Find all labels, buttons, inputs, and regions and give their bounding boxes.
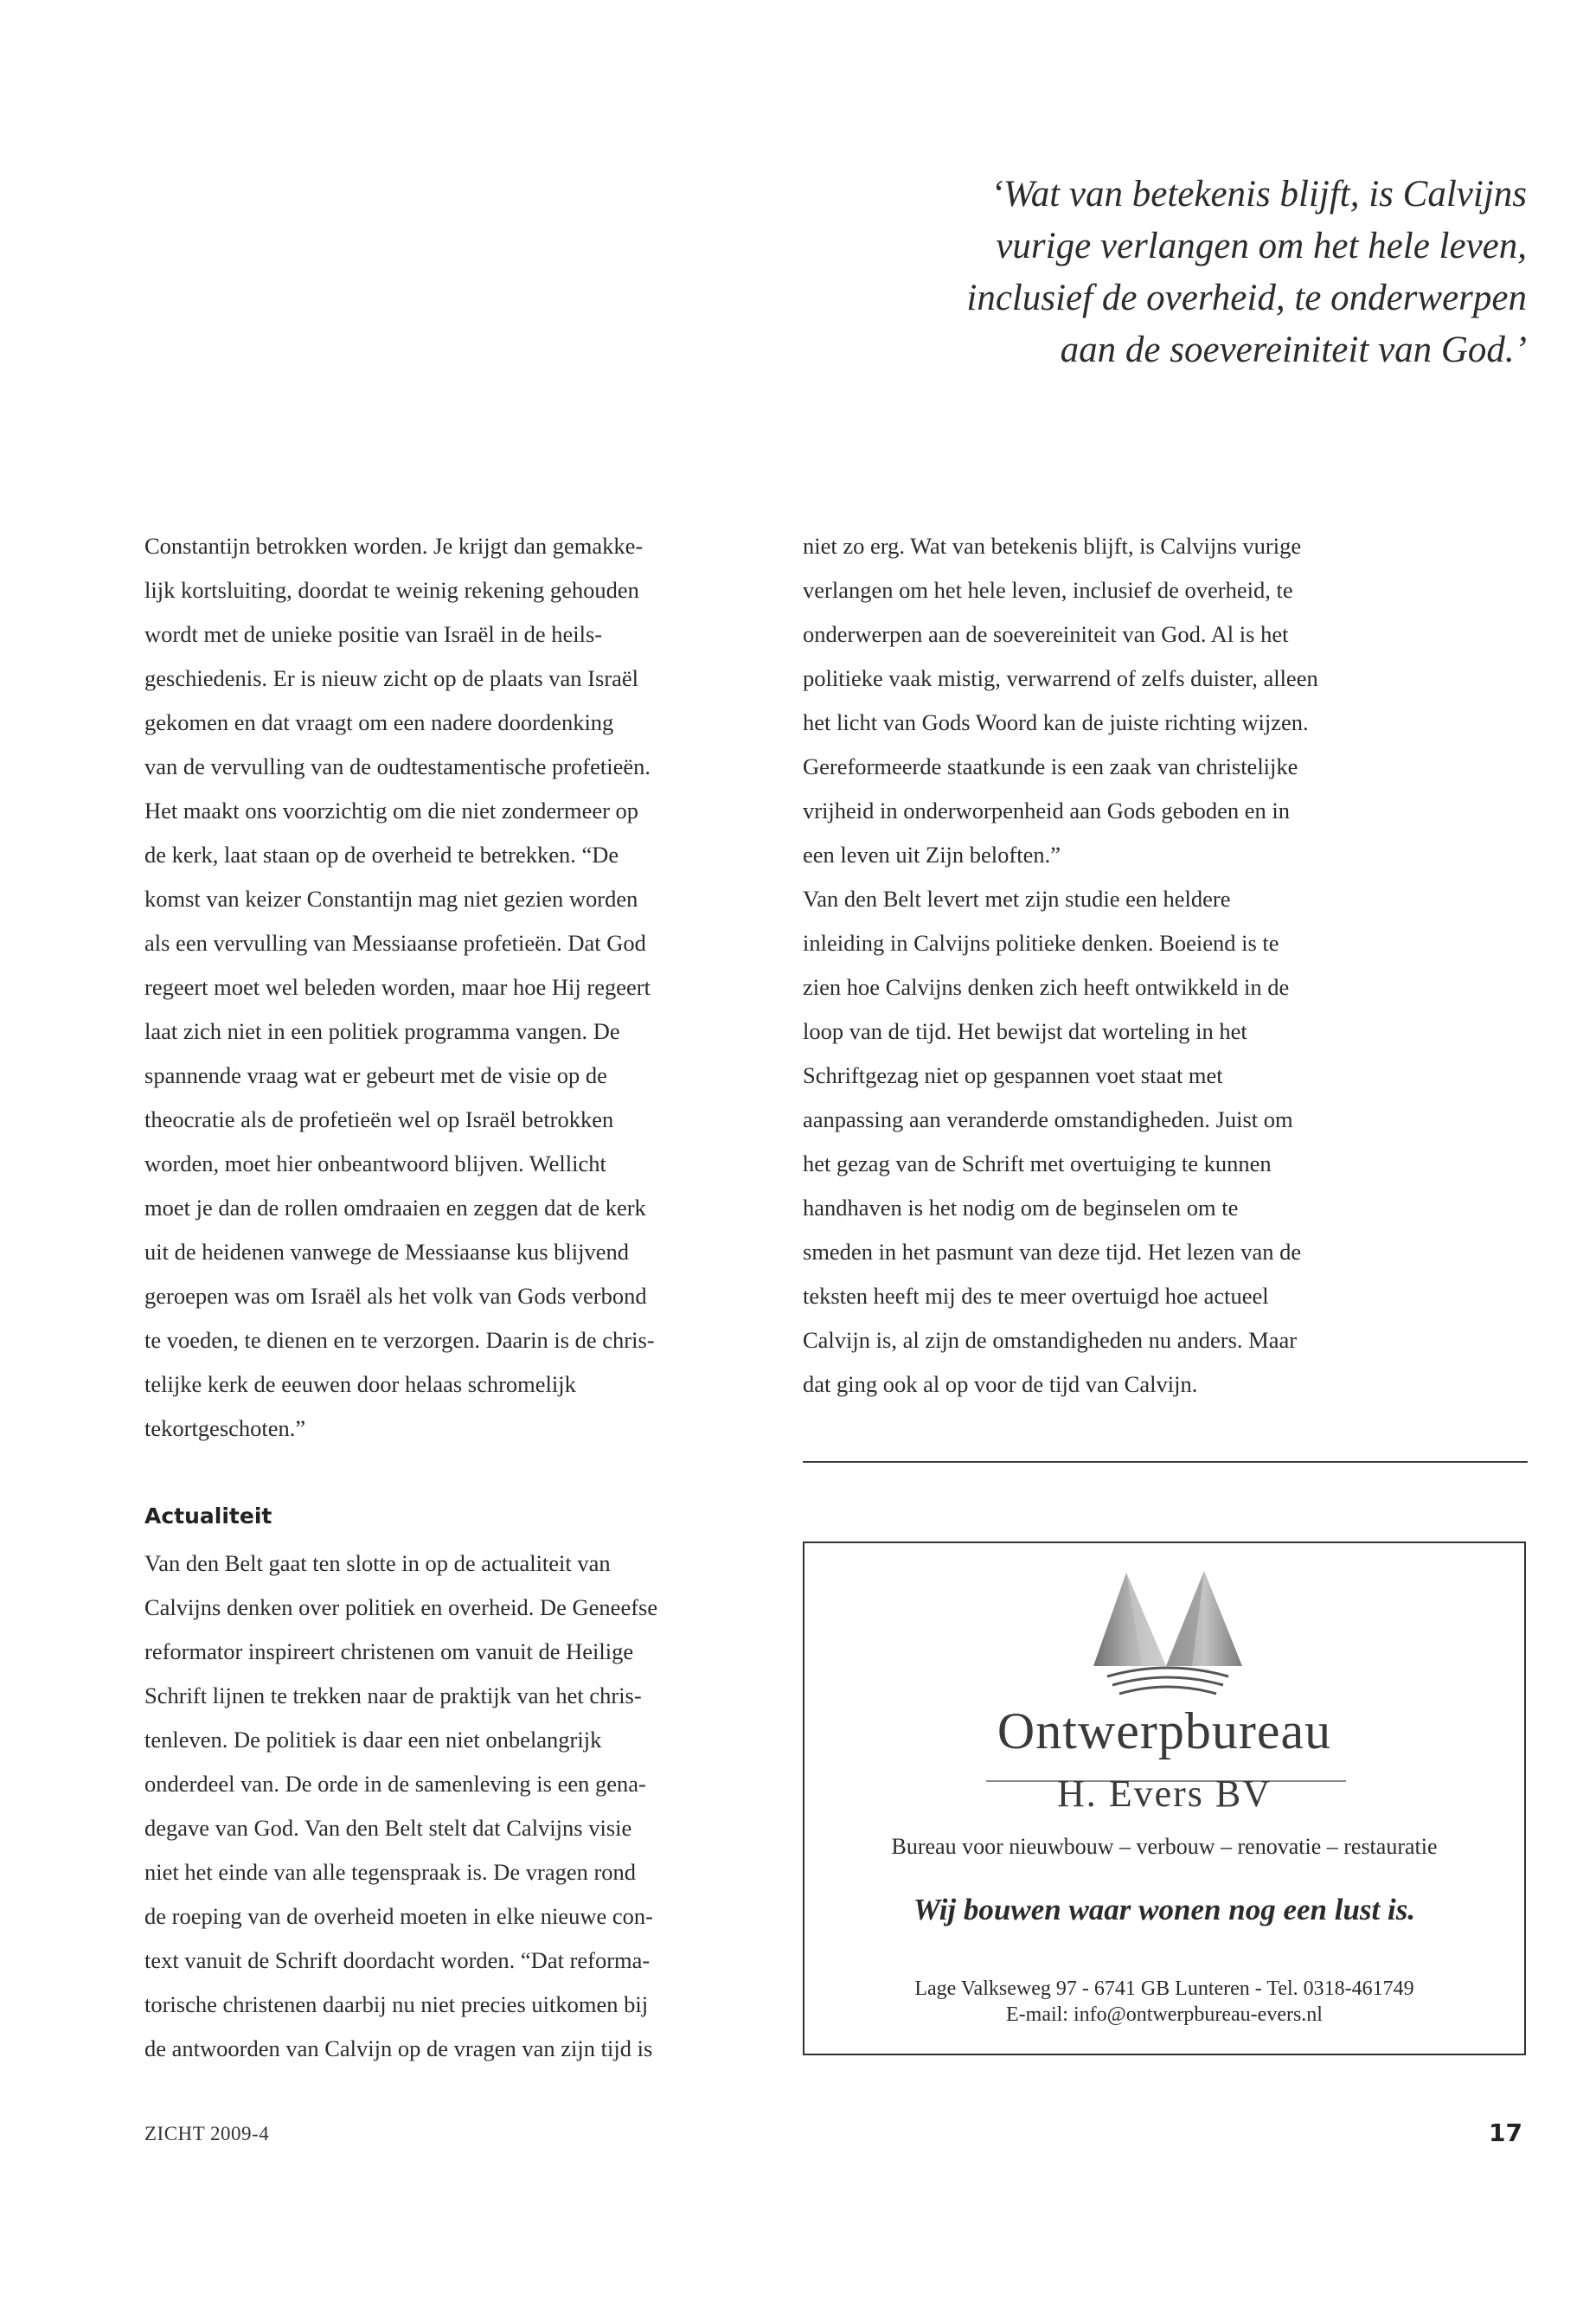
company-name: Ontwerpbureau <box>997 1702 1332 1759</box>
right-column <box>803 524 1521 1407</box>
text-line: lijk kortsluiting, doordat te weinig rekening gehouden <box>144 577 639 603</box>
divider-rule <box>803 1461 1528 1463</box>
text-line: Constantijn betrokken worden. Je krijgt dan gemakke- <box>144 533 644 559</box>
services-line: Bureau voor nieuwbouw – verbouw – renovatie – restauratie <box>891 1834 1438 1859</box>
text-line: tekortgeschoten.” <box>144 1415 306 1441</box>
text-line: van de vervulling van de oudtestamentische profetieën. <box>144 753 651 779</box>
text-line: gekomen en dat vraagt om een nadere doordenking <box>144 709 614 735</box>
publication-label: ZICHT 2009-4 <box>144 2123 270 2144</box>
text-line: dat ging ook al op voor de tijd van Calvijn. <box>803 1371 1198 1397</box>
address-line: Lage Valkseweg 97 - 6741 GB Lunteren - Tel. 0318-461749 <box>914 1977 1414 2000</box>
text-line: uit de heidenen vanwege de Messiaanse kus blijvend <box>144 1239 630 1265</box>
text-line: komst van keizer Constantijn mag niet gezien worden <box>144 886 638 912</box>
text-line: inleiding in Calvijns politieke denken. Boeiend is te <box>803 930 1279 956</box>
text-line: theocratie als de profetieën wel op Israël betrokken <box>144 1106 614 1132</box>
text-line: Schrift lijnen te trekken naar de praktijk van het chris- <box>144 1682 642 1708</box>
text-line: geschiedenis. Er is nieuw zicht op de plaats van Israël <box>144 665 639 691</box>
text-line: Calvijn is, al zijn de omstandigheden nu anders. Maar <box>803 1327 1298 1353</box>
text-line: de roeping van de overheid moeten in elke nieuwe con- <box>144 1903 653 1929</box>
advertisement-box <box>803 1541 1526 2055</box>
pull-quote-line: aan de soevereiniteit van God.’ <box>1060 330 1527 370</box>
pull-quote-line: ‘Wat van betekenis blijft, is Calvijns <box>990 174 1527 215</box>
text-line: loop van de tijd. Het bewijst dat worteling in het <box>803 1018 1247 1044</box>
text-line: de antwoorden van Calvijn op de vragen van zijn tijd is <box>144 2035 653 2061</box>
text-line: moet je dan de rollen omdraaien en zeggen dat de kerk <box>144 1195 646 1221</box>
text-line: te voeden, te dienen en te verzorgen. Daarin is de chris- <box>144 1327 655 1353</box>
text-line: onderdeel van. De orde in de samenleving is een gena- <box>144 1771 646 1797</box>
text-line: het gezag van de Schrift met overtuiging te kunnen <box>803 1150 1272 1176</box>
text-line: niet zo erg. Wat van betekenis blijft, is Calvijns vurige <box>803 533 1302 559</box>
text-line: onderwerpen aan de soevereiniteit van God. Al is het <box>803 621 1289 647</box>
text-line: torische christenen daarbij nu niet precies uitkomen bij <box>144 1991 649 2017</box>
text-line: wordt met de unieke positie van Israël in de heils- <box>144 621 603 647</box>
text-line: aanpassing aan veranderde omstandigheden. Juist om <box>803 1106 1293 1132</box>
text-line: telijke kerk de eeuwen door helaas schromelijk <box>144 1371 576 1397</box>
text-line: zien hoe Calvijns denken zich heeft ontwikkeld in de <box>803 974 1290 1000</box>
two-pyramids-icon <box>1090 1562 1246 1718</box>
slogan: Wij bouwen waar wonen nog een lust is. <box>913 1893 1416 1926</box>
text-line: Calvijns denken over politiek en overheid. De Geneefse <box>144 1594 658 1620</box>
text-line: als een vervulling van Messiaanse profetieën. Dat God <box>144 930 646 956</box>
text-line: verlangen om het hele leven, inclusief de overheid, te <box>803 577 1293 603</box>
section-body <box>144 1541 750 2071</box>
pull-quote-line: vurige verlangen om het hele leven, <box>996 226 1527 266</box>
text-line: geroepen was om Israël als het volk van Gods verbond <box>144 1283 647 1309</box>
page-number: 17 <box>1489 2118 1522 2147</box>
pull-quote <box>748 169 1527 376</box>
text-line: Het maakt ons voorzichtig om die niet zondermeer op <box>144 798 639 824</box>
text-line: de kerk, laat staan op de overheid te betrekken. “De <box>144 842 619 868</box>
text-line: text vanuit de Schrift doordacht worden. “Dat reforma- <box>144 1947 651 1973</box>
company-subtitle: H. Evers BV <box>1056 1772 1272 1815</box>
text-line: spannende vraag wat er gebeurt met de visie op de <box>144 1062 607 1088</box>
email-line: E-mail: info@ontwerpbureau-evers.nl <box>1006 2003 1323 2026</box>
text-line: smeden in het pasmunt van deze tijd. Het lezen van de <box>803 1239 1302 1265</box>
text-line: regeert moet wel beleden worden, maar hoe Hij regeert <box>144 974 651 1000</box>
text-line: tenleven. De politiek is daar een niet onbelangrijk <box>144 1727 602 1753</box>
text-line: politieke vaak mistig, verwarrend of zelfs duister, alleen <box>803 665 1318 691</box>
text-line: vrijheid in onderworpenheid aan Gods geboden en in <box>803 798 1290 824</box>
text-line: laat zich niet in een politiek programma vangen. De <box>144 1018 620 1044</box>
text-line: niet het einde van alle tegenspraak is. De vragen rond <box>144 1859 637 1885</box>
text-line: Van den Belt gaat ten slotte in op de actualiteit van <box>144 1550 611 1576</box>
section-heading: Actualiteit <box>144 1503 272 1529</box>
text-line: Schriftgezag niet op gespannen voet staat met <box>803 1062 1223 1088</box>
text-line: teksten heeft mij des te meer overtuigd hoe actueel <box>803 1283 1269 1309</box>
text-line: Gereformeerde staatkunde is een zaak van christelijke <box>803 753 1298 779</box>
text-line: degave van God. Van den Belt stelt dat Calvijns visie <box>144 1815 632 1841</box>
text-line: reformator inspireert christenen om vanuit de Heilige <box>144 1638 634 1664</box>
text-line: Van den Belt levert met zijn studie een heldere <box>803 886 1231 912</box>
left-column <box>144 524 750 1451</box>
text-line: handhaven is het nodig om de beginselen om te <box>803 1195 1239 1221</box>
text-line: een leven uit Zijn beloften.” <box>803 842 1061 868</box>
text-line: worden, moet hier onbeantwoord blijven. Wellicht <box>144 1150 606 1176</box>
pull-quote-line: inclusief de overheid, te onderwerpen <box>966 278 1527 318</box>
text-line: het licht van Gods Woord kan de juiste richting wijzen. <box>803 709 1309 735</box>
